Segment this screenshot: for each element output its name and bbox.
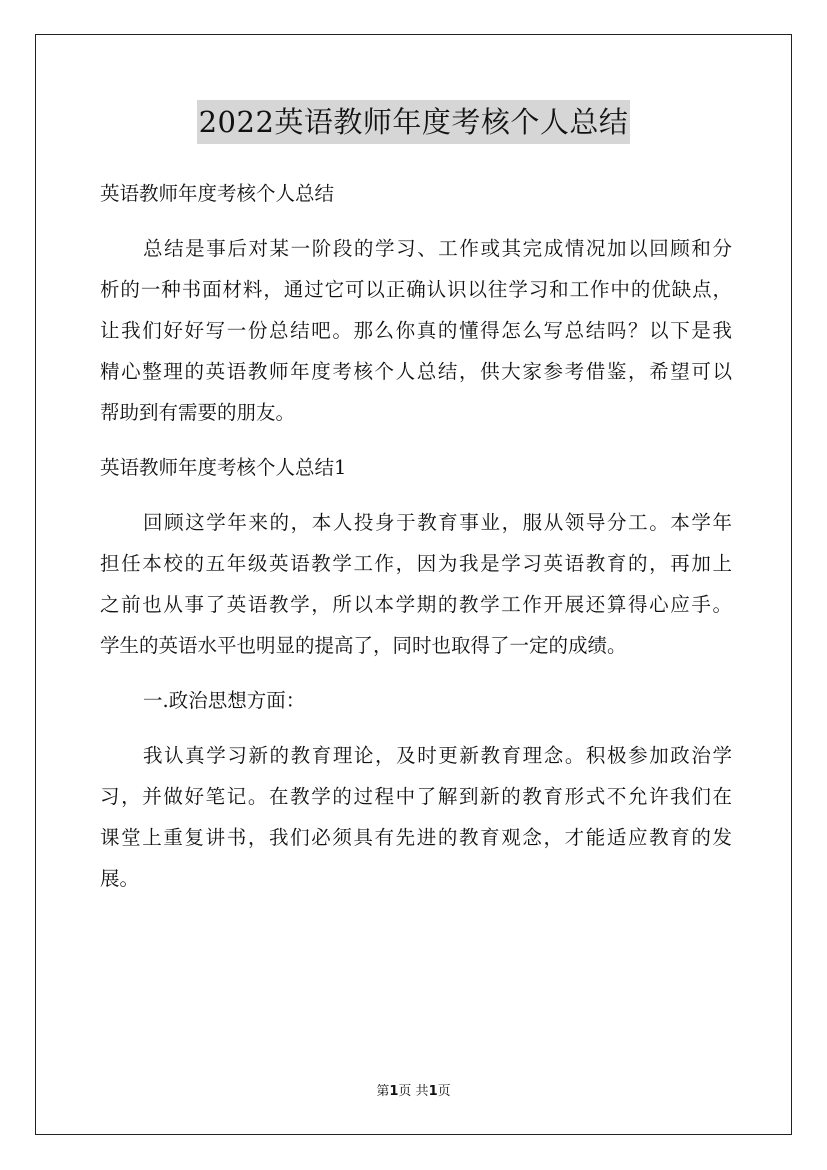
title-container xyxy=(0,100,827,144)
current-page-number: 1 xyxy=(389,1084,399,1099)
footer-prefix: 第 xyxy=(376,1084,390,1099)
paragraph-line: 担任本校的五年级英语教学工作，因为我是学习英语教育的，再加上 xyxy=(100,552,732,575)
footer-middle: 页 共 xyxy=(398,1084,429,1099)
document-body xyxy=(100,173,732,913)
paragraph-line: 我认真学习新的教育理论，及时更新教育理念。积极参加政治学 xyxy=(143,744,732,767)
document-title: 2022英语教师年度考核个人总结 xyxy=(197,100,631,144)
paragraph-line: 习，并做好笔记。在教学的过程中了解到新的教育形式不允许我们在 xyxy=(100,785,732,808)
paragraph-line: 总结是事后对某一阶段的学习、工作或其完成情况加以回顾和分 xyxy=(143,237,732,260)
intro-paragraph xyxy=(100,228,732,433)
section1-paragraph xyxy=(100,502,732,666)
paragraph-line: 帮助到有需要的朋友。 xyxy=(100,401,296,424)
paragraph-line: 之前也从事了英语教学，所以本学期的教学工作开展还算得心应手。 xyxy=(100,593,732,616)
paragraph-line: 析的一种书面材料，通过它可以正确认识以往学习和工作中的优缺点， xyxy=(100,278,732,301)
paragraph-line: 课堂上重复讲书，我们必须具有先进的教育观念，才能适应教育的发 xyxy=(100,826,732,849)
politics-paragraph xyxy=(100,735,732,899)
subtitle: 英语教师年度考核个人总结 xyxy=(100,182,335,205)
paragraph-line: 学生的英语水平也明显的提高了，同时也取得了一定的成绩。 xyxy=(100,634,627,657)
politics-heading: 一.政治思想方面： xyxy=(143,689,306,712)
total-page-number: 1 xyxy=(428,1084,438,1099)
paragraph-line: 展。 xyxy=(100,867,140,890)
paragraph-line: 回顾这学年来的，本人投身于教育事业，服从领导分工。本学年 xyxy=(143,511,732,534)
paragraph-line: 精心整理的英语教师年度考核个人总结，供大家参考借鉴，希望可以 xyxy=(100,360,732,383)
section-heading: 英语教师年度考核个人总结1 xyxy=(100,456,347,479)
footer-suffix: 页 xyxy=(437,1084,451,1099)
page-footer xyxy=(0,1083,827,1101)
paragraph-line: 让我们好好写一份总结吧。那么你真的懂得怎么写总结吗？以下是我 xyxy=(100,319,732,342)
